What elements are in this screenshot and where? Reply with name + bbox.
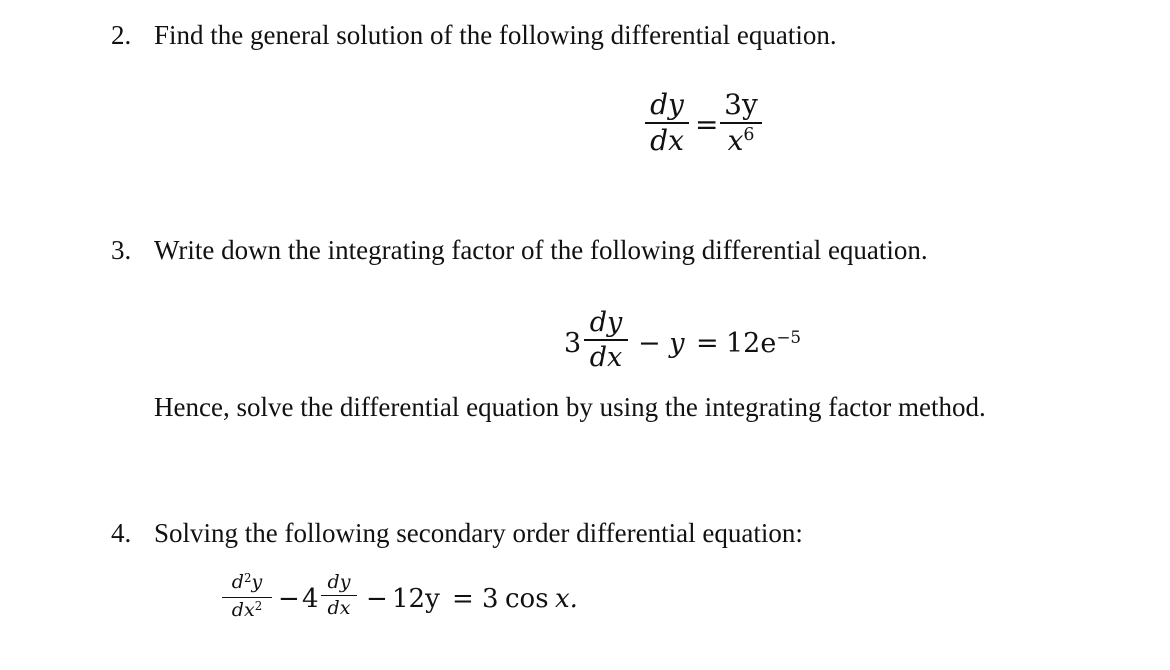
equation-4 <box>222 570 602 632</box>
question-number: 4. <box>111 518 132 548</box>
question-number: 3. <box>111 235 132 265</box>
followup-text: Hence, solve the differential equation by using the integrating factor method. <box>154 392 986 422</box>
denominator: dx <box>327 597 351 619</box>
term-12y: 12y <box>392 584 440 614</box>
equation-2 <box>640 88 770 168</box>
minus-y: − y <box>638 328 685 359</box>
fraction-d2y-dx2 <box>222 570 272 625</box>
equals-sign: = <box>452 584 474 614</box>
coefficient: 3 <box>564 328 582 359</box>
rhs-coefficient: 3 <box>482 584 499 614</box>
fraction-3y-x6 <box>720 88 762 162</box>
denominator: $dx^2$ <box>231 598 263 621</box>
fraction-dy-dx <box>645 88 689 158</box>
exponent: 6 <box>743 125 755 146</box>
minus-sign: − <box>278 584 300 614</box>
numerator: 3y <box>724 88 758 121</box>
fraction-dy-dx <box>584 306 628 374</box>
numerator: dy <box>327 571 351 593</box>
denominator: dx <box>650 124 684 157</box>
question-prompt: Solving the following secondary order differential equation: <box>154 518 803 548</box>
exponent: 2 <box>243 570 252 585</box>
rhs-exponential: $12e^{-5}$ <box>726 326 802 359</box>
numerator: dy <box>650 88 684 121</box>
exponent: −5 <box>776 326 802 347</box>
exponent: 2 <box>254 598 263 613</box>
fraction-dy-dx <box>321 570 357 621</box>
equals-sign: = <box>695 108 719 141</box>
question-3-followup <box>154 391 986 423</box>
question-number: 2. <box>111 20 132 50</box>
numerator: dy <box>589 307 623 338</box>
coefficient: 4 <box>302 584 319 614</box>
denominator: $x^6$ <box>727 124 755 157</box>
equals-sign: = <box>696 328 719 359</box>
question-prompt: Write down the integrating factor of the following differential equation. <box>154 235 928 265</box>
question-prompt: Find the general solution of the following differential equation. <box>154 20 837 50</box>
equation-3 <box>564 306 824 384</box>
cos-function: cos <box>505 584 549 614</box>
variable-x: x. <box>555 584 578 614</box>
numerator: $d^2y$ <box>231 570 263 593</box>
minus-sign: − <box>366 584 388 614</box>
denominator: dx <box>589 342 623 373</box>
